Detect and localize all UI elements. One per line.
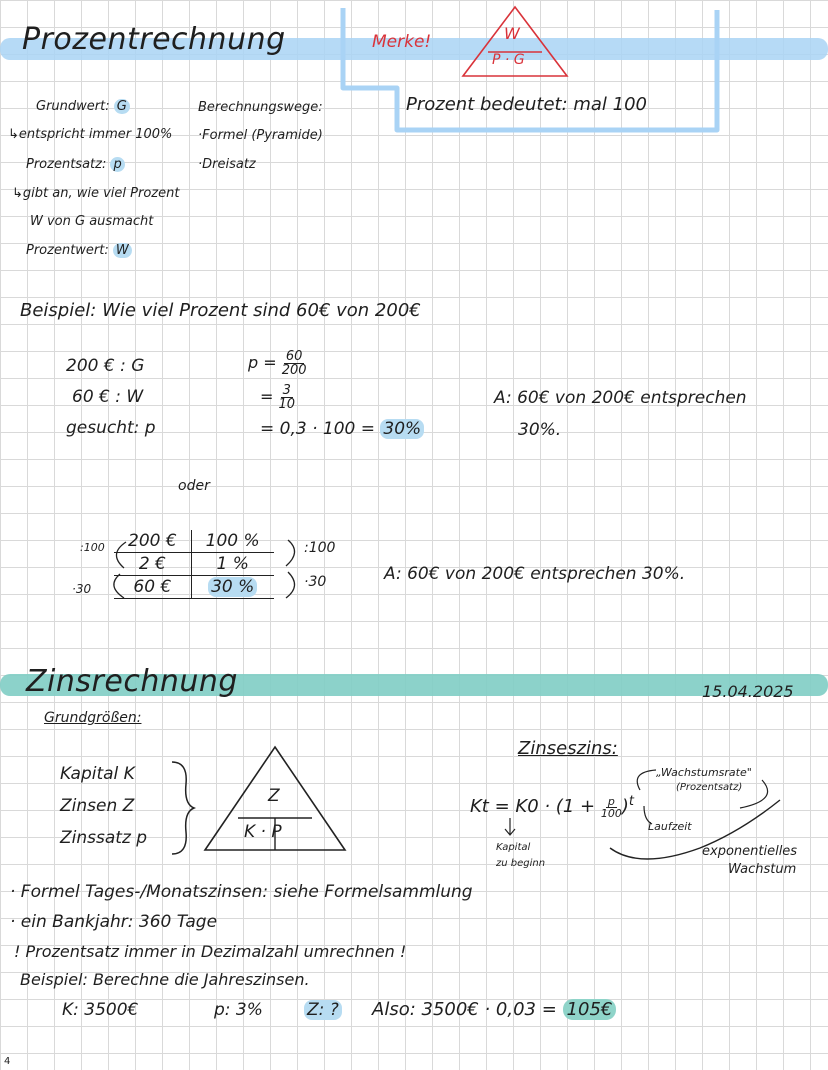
annotation-wachstum: Wachstum: [728, 862, 797, 877]
dreisatz-op-right-bottom: ·30: [304, 574, 327, 590]
grundwert-symbol: G: [114, 99, 130, 114]
dreisatz-op-right-top: :100: [304, 540, 336, 556]
zins-bullet-bankjahr: · ein Bankjahr: 360 Tage: [10, 912, 218, 932]
zins-ex-z: Z: ?: [304, 1000, 342, 1020]
zins-item-zinssatz: Zinssatz p: [60, 828, 148, 848]
zins-item-kapital: Kapital K: [60, 764, 135, 784]
dreisatz-cell-left: 200 €: [114, 530, 191, 553]
prozentsatz-label: Prozentsatz: p: [26, 157, 125, 172]
zinseszins-formula: Kt = K0 · (1 + $\frac{p}{100}$ )$^t$: [470, 794, 634, 820]
annotation-prozentsatz: (Prozentsatz): [676, 782, 743, 793]
zins-ex-result: 105€: [563, 999, 617, 1020]
grundgroessen-title: Grundgrößen:: [44, 710, 142, 726]
prozentsatz-symbol: p: [110, 157, 124, 172]
merke-note: Prozent bedeutet: mal 100: [406, 94, 648, 115]
zins-triangle-bottom: K · P: [244, 822, 282, 842]
zins-ex-also: Also: 3500€ · 0,03 = 105€: [372, 999, 616, 1020]
grundwert-label: Grundwert: G: [36, 99, 130, 114]
annotation-kapital: Kapital: [496, 842, 531, 853]
zins-triangle-top: Z: [268, 786, 280, 806]
calc-result: 30%: [380, 419, 424, 439]
merke-triangle-bottom: P · G: [492, 52, 525, 68]
zins-ex-k: K: 3500€: [62, 1000, 139, 1020]
dreisatz-cell-right: 100 %: [191, 530, 274, 553]
calc-line1: p = $\frac{60}{200}$: [248, 349, 307, 378]
dreisatz-cell-right: 1 %: [191, 553, 274, 576]
annotation-exponentiell: exponentielles: [702, 844, 798, 859]
berechnungswege-item2: ·Dreisatz: [198, 157, 256, 172]
dreisatz-op-left-bottom: ·30: [72, 582, 92, 596]
prozentsatz-note1: ↳gibt an, wie viel Prozent: [12, 186, 180, 201]
page-title-zins: Zinsrechnung: [26, 664, 238, 699]
prozentwert-label: Prozentwert: W: [26, 243, 132, 258]
calc-line3: = 0,3 · 100 = 30%: [260, 419, 424, 439]
zins-item-zinsen: Zinsen Z: [60, 796, 135, 816]
dreisatz-op-left-top: :100: [80, 541, 105, 554]
prozent-answer2: 30%.: [518, 420, 562, 440]
merke-label: Merke!: [372, 32, 432, 52]
berechnungswege-title: Berechnungswege:: [198, 100, 323, 115]
oder-label: oder: [178, 478, 210, 494]
given-sought: gesucht: p: [66, 418, 156, 438]
brace-icon: [168, 758, 198, 858]
given-w: 60 € : W: [72, 387, 144, 407]
calc-line2: = $\frac{3}{10}$: [260, 383, 296, 412]
page-number: 4: [4, 1056, 11, 1067]
zinseszins-title: Zinseszins:: [518, 738, 618, 759]
zins-example-question: Beispiel: Berechne die Jahreszinsen.: [20, 970, 310, 989]
given-g: 200 € : G: [66, 356, 145, 376]
prozent-example-question: Beispiel: Wie viel Prozent sind 60€ von 200€: [20, 300, 421, 321]
dreisatz-answer: A: 60€ von 200€ entsprechen 30%.: [384, 564, 686, 584]
prozent-answer1: A: 60€ von 200€ entsprechen: [494, 388, 747, 408]
zins-date: 15.04.2025: [702, 682, 794, 701]
berechnungswege-item1: ·Formel (Pyramide): [198, 128, 323, 143]
merke-triangle-top: W: [504, 24, 520, 43]
page-title-prozent: Prozentrechnung: [22, 22, 286, 57]
dreisatz-cell-left: 60 €: [114, 576, 191, 599]
dreisatz-arrows-icon: [90, 534, 320, 614]
zins-warning: ! Prozentsatz immer in Dezimalzahl umrechnen !: [14, 942, 407, 961]
dreisatz-cell-left: 2 €: [114, 553, 191, 576]
grundwert-note: ↳entspricht immer 100%: [8, 127, 173, 142]
zins-bullet-formel: · Formel Tages-/Monatszinsen: siehe Formelsammlung: [10, 882, 473, 902]
annotation-wachstumsrate: „Wachstumsrate": [656, 766, 752, 779]
zins-ex-p: p: 3%: [214, 1000, 263, 1020]
annotation-kapital-beginn: zu beginn: [496, 858, 546, 869]
prozentsatz-note2: W von G ausmacht: [30, 214, 154, 229]
dreisatz-cell-right: 30 %: [191, 576, 274, 599]
prozentwert-symbol: W: [113, 243, 132, 258]
annotation-laufzeit: Laufzeit: [648, 820, 692, 833]
